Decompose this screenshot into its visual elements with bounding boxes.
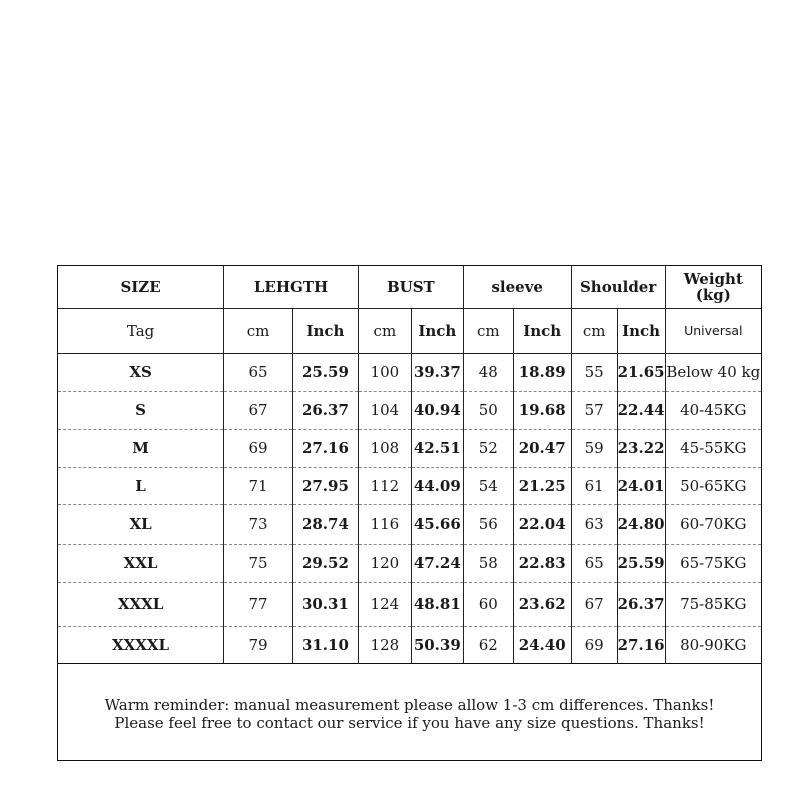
cell-sleeve-cm: 50: [463, 391, 513, 429]
cell-weight: 40-45KG: [665, 391, 761, 429]
cell-length-inch: 31.10: [292, 626, 358, 663]
cell-size: XL: [58, 504, 224, 544]
cell-bust-inch: 47.24: [411, 544, 463, 582]
size-chart: [57, 265, 762, 761]
cell-bust-cm: 100: [358, 353, 411, 391]
cell-shoulder-cm: 63: [571, 504, 617, 544]
cell-bust-inch: 48.81: [411, 582, 463, 626]
cell-bust-cm: 116: [358, 504, 411, 544]
cell-bust-inch: 44.09: [411, 467, 463, 504]
cell-shoulder-cm: 61: [571, 467, 617, 504]
subheader-shoulder-inch: Inch: [617, 308, 665, 353]
cell-sleeve-inch: 22.83: [513, 544, 571, 582]
subheader-weight-unit: Universal: [665, 308, 761, 353]
cell-length-cm: 69: [224, 429, 293, 467]
cell-sleeve-cm: 62: [463, 626, 513, 663]
table-row: [58, 467, 761, 504]
cell-size: S: [58, 391, 224, 429]
cell-bust-inch: 40.94: [411, 391, 463, 429]
cell-weight: 75-85KG: [665, 582, 761, 626]
cell-length-cm: 75: [224, 544, 293, 582]
cell-weight: 60-70KG: [665, 504, 761, 544]
size-table: [58, 266, 761, 664]
cell-sleeve-inch: 20.47: [513, 429, 571, 467]
cell-bust-inch: 39.37: [411, 353, 463, 391]
subheader-sleeve-inch: Inch: [513, 308, 571, 353]
header-bust: BUST: [358, 266, 463, 308]
cell-bust-cm: 112: [358, 467, 411, 504]
cell-length-inch: 27.16: [292, 429, 358, 467]
table-row: [58, 391, 761, 429]
subheader-bust-cm: cm: [358, 308, 411, 353]
cell-sleeve-inch: 24.40: [513, 626, 571, 663]
table-row: [58, 353, 761, 391]
table-row: [58, 504, 761, 544]
cell-length-inch: 28.74: [292, 504, 358, 544]
subheader-length-cm: cm: [224, 308, 293, 353]
subheader-bust-inch: Inch: [411, 308, 463, 353]
cell-sleeve-inch: 22.04: [513, 504, 571, 544]
cell-sleeve-cm: 56: [463, 504, 513, 544]
cell-sleeve-cm: 48: [463, 353, 513, 391]
cell-weight: 80-90KG: [665, 626, 761, 663]
cell-size: L: [58, 467, 224, 504]
cell-sleeve-inch: 21.25: [513, 467, 571, 504]
subheader-row: [58, 308, 761, 353]
cell-size: XXXL: [58, 582, 224, 626]
cell-bust-inch: 42.51: [411, 429, 463, 467]
cell-bust-inch: 50.39: [411, 626, 463, 663]
cell-size: XS: [58, 353, 224, 391]
cell-weight: Below 40 kg: [665, 353, 761, 391]
cell-weight: 65-75KG: [665, 544, 761, 582]
table-row: [58, 429, 761, 467]
header-length: LEHGTH: [224, 266, 359, 308]
cell-shoulder-inch: 21.65: [617, 353, 665, 391]
subheader-length-inch: Inch: [292, 308, 358, 353]
cell-bust-inch: 45.66: [411, 504, 463, 544]
header-shoulder: Shoulder: [571, 266, 665, 308]
cell-length-inch: 25.59: [292, 353, 358, 391]
table-row: [58, 582, 761, 626]
cell-length-inch: 27.95: [292, 467, 358, 504]
cell-shoulder-cm: 55: [571, 353, 617, 391]
subheader-tag: Tag: [58, 308, 224, 353]
cell-length-cm: 67: [224, 391, 293, 429]
cell-bust-cm: 120: [358, 544, 411, 582]
cell-shoulder-cm: 59: [571, 429, 617, 467]
cell-shoulder-inch: 27.16: [617, 626, 665, 663]
cell-shoulder-cm: 67: [571, 582, 617, 626]
cell-shoulder-inch: 22.44: [617, 391, 665, 429]
table-row: [58, 626, 761, 663]
cell-size: M: [58, 429, 224, 467]
cell-sleeve-inch: 23.62: [513, 582, 571, 626]
header-size: SIZE: [58, 266, 224, 308]
cell-shoulder-cm: 57: [571, 391, 617, 429]
cell-length-cm: 65: [224, 353, 293, 391]
cell-sleeve-cm: 58: [463, 544, 513, 582]
subheader-shoulder-cm: cm: [571, 308, 617, 353]
cell-bust-cm: 124: [358, 582, 411, 626]
table-row: [58, 544, 761, 582]
cell-sleeve-inch: 18.89: [513, 353, 571, 391]
cell-length-inch: 30.31: [292, 582, 358, 626]
cell-shoulder-inch: 25.59: [617, 544, 665, 582]
cell-size: XXXXL: [58, 626, 224, 663]
cell-shoulder-cm: 65: [571, 544, 617, 582]
cell-sleeve-inch: 19.68: [513, 391, 571, 429]
cell-shoulder-inch: 24.80: [617, 504, 665, 544]
cell-shoulder-inch: 26.37: [617, 582, 665, 626]
cell-length-inch: 26.37: [292, 391, 358, 429]
cell-length-inch: 29.52: [292, 544, 358, 582]
cell-length-cm: 79: [224, 626, 293, 663]
footer-notes: [58, 665, 761, 732]
cell-length-cm: 71: [224, 467, 293, 504]
cell-sleeve-cm: 52: [463, 429, 513, 467]
cell-bust-cm: 104: [358, 391, 411, 429]
cell-shoulder-cm: 69: [571, 626, 617, 663]
cell-length-cm: 77: [224, 582, 293, 626]
footer-contact: Please feel free to contact our service if you have any size questions. Thanks!: [114, 713, 705, 732]
cell-sleeve-cm: 60: [463, 582, 513, 626]
cell-shoulder-inch: 23.22: [617, 429, 665, 467]
footer-reminder: Warm reminder: manual measurement please allow 1-3 cm differences. Thanks!: [104, 696, 715, 714]
cell-bust-cm: 108: [358, 429, 411, 467]
subheader-sleeve-cm: cm: [463, 308, 513, 353]
cell-shoulder-inch: 24.01: [617, 467, 665, 504]
cell-sleeve-cm: 54: [463, 467, 513, 504]
cell-bust-cm: 128: [358, 626, 411, 663]
cell-length-cm: 73: [224, 504, 293, 544]
cell-weight: 50-65KG: [665, 467, 761, 504]
cell-weight: 45-55KG: [665, 429, 761, 467]
header-sleeve: sleeve: [463, 266, 571, 308]
cell-size: XXL: [58, 544, 224, 582]
header-weight: Weight (kg): [665, 266, 761, 308]
header-row: [58, 266, 761, 308]
